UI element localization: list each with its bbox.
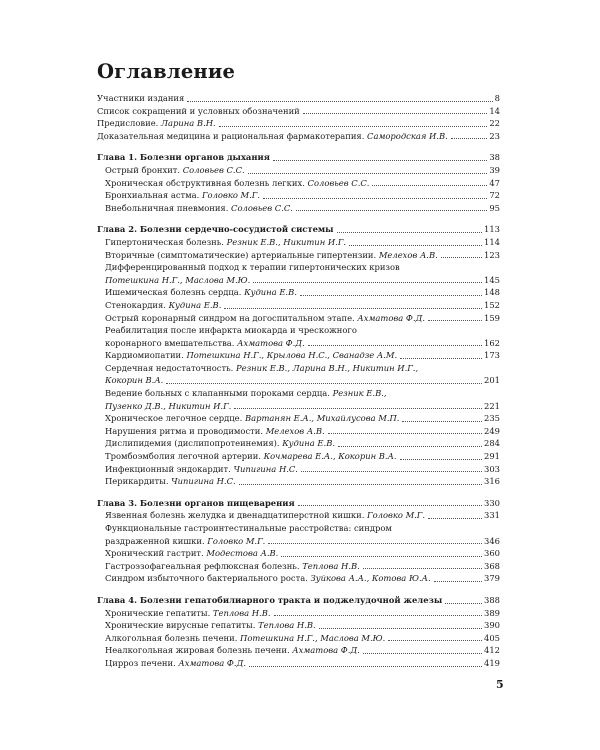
entry-title xyxy=(97,117,216,130)
toc-entry[interactable] xyxy=(97,475,500,488)
dot-leader xyxy=(388,640,482,641)
dot-leader xyxy=(273,160,487,161)
dot-leader xyxy=(239,484,482,485)
entry-text: Участники издания xyxy=(97,93,185,103)
toc-entry[interactable] xyxy=(97,509,500,522)
entry-page: 113 xyxy=(484,224,500,235)
entry-title xyxy=(105,261,400,274)
entry-title xyxy=(105,387,387,400)
entry-text: Глава 3. Болезни органов пищеварения xyxy=(97,497,295,508)
toc-entry[interactable] xyxy=(97,177,500,190)
entry-page: 148 xyxy=(484,287,500,298)
entry-page: 114 xyxy=(484,236,500,247)
dot-leader xyxy=(349,245,482,246)
dot-leader xyxy=(428,518,482,519)
toc-entry[interactable] xyxy=(97,274,500,287)
dot-leader xyxy=(301,471,482,472)
entry-title xyxy=(105,337,305,350)
toc-front-entry[interactable] xyxy=(97,105,500,118)
dot-leader xyxy=(319,628,482,629)
entry-text: Нарушения ритма и проводимости. xyxy=(105,425,266,436)
dot-leader xyxy=(363,653,482,654)
entry-title xyxy=(105,522,392,535)
entry-author: Ларина В.Н. xyxy=(161,118,216,129)
entry-author: Мелехов А.В. xyxy=(378,249,438,260)
entry-title xyxy=(97,151,270,164)
toc-entry[interactable] xyxy=(97,189,500,202)
entry-text: Цирроз печени. xyxy=(105,657,179,668)
dot-leader xyxy=(219,126,488,127)
entry-title xyxy=(97,594,442,607)
entry-author: Теплова Н.В. xyxy=(212,607,271,618)
dot-leader xyxy=(224,308,482,309)
toc-entry[interactable] xyxy=(97,619,500,632)
entry-title xyxy=(97,92,184,105)
entry-text: Хроническая обструктивная болезнь легких. xyxy=(105,177,308,188)
dot-leader xyxy=(296,210,487,211)
entry-title xyxy=(105,400,231,413)
dot-leader xyxy=(263,198,487,199)
entry-text: Хронические гепатиты. xyxy=(105,607,213,618)
toc-entry[interactable] xyxy=(97,202,500,215)
dot-leader xyxy=(303,113,488,114)
entry-title xyxy=(105,412,399,425)
entry-page: 173 xyxy=(484,350,500,361)
toc-entry[interactable] xyxy=(97,657,500,670)
entry-author: Кокорин В.А. xyxy=(105,375,164,386)
entry-title xyxy=(105,607,271,620)
entry-author: Соловьев С.С. xyxy=(307,177,370,188)
entry-author: Мелехов А.В. xyxy=(265,425,325,436)
toc-entry[interactable] xyxy=(97,349,500,362)
entry-title xyxy=(105,274,250,287)
entry-page: 303 xyxy=(484,463,500,474)
entry-title xyxy=(97,497,295,510)
entry-text: Острый коронарный синдром на догоспитальном этапе. xyxy=(105,312,358,323)
entry-text: коронарного вмешательства. xyxy=(105,337,238,348)
entry-title xyxy=(97,223,334,236)
entry-title xyxy=(105,450,397,463)
toc-entry[interactable] xyxy=(97,236,500,249)
entry-page: 152 xyxy=(484,299,500,310)
entry-page: 201 xyxy=(484,375,500,386)
entry-author: Ахматова Ф.Д. xyxy=(237,337,305,348)
entry-title xyxy=(105,463,298,476)
entry-author: Ахматова Ф.Д. xyxy=(178,657,247,668)
toc-entry[interactable] xyxy=(97,450,500,463)
entry-text: Дифференцированный подход к терапии гипертонических кризов xyxy=(105,262,400,273)
section-gap xyxy=(97,488,500,497)
toc-entry[interactable] xyxy=(97,387,500,400)
entry-text: Список сокращений и условных обозначений xyxy=(97,105,300,116)
entry-author: Резник Е.В., Никитин И.Г. xyxy=(226,236,347,247)
entry-title xyxy=(105,657,246,670)
dot-leader xyxy=(300,295,482,296)
entry-page: 159 xyxy=(484,312,500,323)
entry-author: Ахматова Ф.Д. xyxy=(292,645,360,656)
dot-leader xyxy=(428,320,482,321)
entry-author: Пузенко Д.В., Никитин И.Г. xyxy=(105,400,232,411)
entry-title xyxy=(105,299,221,312)
entry-text: Синдром избыточного бактериального роста. xyxy=(105,573,311,584)
entry-author: Самородская И.В. xyxy=(367,130,448,141)
entry-page: 419 xyxy=(484,657,500,668)
toc-entry[interactable] xyxy=(97,572,500,585)
entry-text: Стенокардия. xyxy=(105,299,169,310)
entry-title xyxy=(97,105,300,118)
entry-title xyxy=(105,189,260,202)
entry-title xyxy=(105,619,316,632)
toc-entry[interactable] xyxy=(97,412,500,425)
entry-page: 72 xyxy=(489,190,500,201)
entry-text: Острый бронхит. xyxy=(105,164,183,175)
entry-author: Потешкина Н.Г., Крылова Н.С., Сванадзе А.М. xyxy=(186,350,398,361)
entry-text: Доказательная медицина и рациональная фармакотерапия. xyxy=(97,130,368,141)
entry-author: Теплова Н.В. xyxy=(302,560,360,571)
entry-title xyxy=(105,560,360,573)
entry-text: Хроническое легочное сердце. xyxy=(105,413,245,424)
toc-chapter-heading[interactable] xyxy=(97,151,500,164)
entry-text: Бронхиальная астма. xyxy=(105,190,202,201)
entry-text: раздраженной кишки. xyxy=(105,535,208,546)
entry-title xyxy=(105,236,346,249)
toc-entry[interactable] xyxy=(97,337,500,350)
dot-leader xyxy=(268,543,482,544)
dot-leader xyxy=(166,383,482,384)
table-of-contents xyxy=(97,92,500,670)
entry-text: Гастроэзофагеальная рефлюксная болезнь. xyxy=(105,560,303,571)
entry-title xyxy=(105,177,369,190)
dot-leader xyxy=(234,408,482,409)
entry-page: 379 xyxy=(484,573,500,584)
dot-leader xyxy=(328,433,482,434)
entry-title xyxy=(105,374,163,387)
entry-author: Соловьев С.С. xyxy=(182,164,245,175)
entry-page: 14 xyxy=(489,105,500,116)
dot-leader xyxy=(363,568,482,569)
entry-author: Чипигина Н.С. xyxy=(171,476,236,487)
toc-entry[interactable] xyxy=(97,644,500,657)
entry-page: 412 xyxy=(484,645,500,656)
entry-text: Перикардиты. xyxy=(105,476,172,487)
entry-text: Тромбоэмболия легочной артерии. xyxy=(105,451,264,462)
entry-title xyxy=(105,349,397,362)
entry-text: Неалкогольная жировая болезнь печени. xyxy=(105,645,293,656)
toc-entry[interactable] xyxy=(97,324,500,337)
entry-author: Головко М.Г. xyxy=(202,190,260,201)
dot-leader xyxy=(249,666,482,667)
entry-title xyxy=(105,164,245,177)
entry-author: Резник Е.В., xyxy=(332,388,387,399)
dot-leader xyxy=(400,459,482,460)
entry-text: Дислипидемия (дислипопротеинемия). xyxy=(105,438,283,449)
toc-entry[interactable] xyxy=(97,312,500,325)
dot-leader xyxy=(441,257,482,258)
entry-page: 235 xyxy=(484,413,500,424)
dot-leader xyxy=(400,358,482,359)
entry-page: 316 xyxy=(484,476,500,487)
entry-text: Реабилитация после инфаркта миокарда и чрескожного xyxy=(105,325,357,336)
toc-entry[interactable] xyxy=(97,632,500,645)
entry-title xyxy=(105,312,425,325)
entry-author: Резник Е.В., Ларина В.Н., Никитин И.Г., xyxy=(236,362,419,373)
toc-chapter-heading[interactable] xyxy=(97,497,500,510)
entry-page: 360 xyxy=(484,548,500,559)
entry-text: Язвенная болезнь желудка и двенадцатиперстной кишки. xyxy=(105,510,368,521)
entry-page: 38 xyxy=(489,152,500,163)
toc-entry[interactable] xyxy=(97,164,500,177)
entry-author: Зуйкова А.А., Котова Ю.А. xyxy=(310,573,431,584)
entry-title xyxy=(105,535,265,548)
entry-text: Внебольничная пневмония. xyxy=(105,202,232,213)
toc-chapter-heading[interactable] xyxy=(97,594,500,607)
section-gap xyxy=(97,214,500,223)
entry-page: 47 xyxy=(489,177,500,188)
entry-text: Хронические вирусные гепатиты. xyxy=(105,620,259,631)
toc-entry[interactable] xyxy=(97,437,500,450)
entry-text: Сердечная недостаточность. xyxy=(105,362,236,373)
entry-author: Чипигина Н.С. xyxy=(233,463,298,474)
entry-text: Вторичные (симптоматические) артериальные гипертензии. xyxy=(105,249,379,260)
entry-page: 145 xyxy=(484,274,500,285)
entry-text: Инфекционный эндокардит. xyxy=(105,463,234,474)
dot-leader xyxy=(338,446,482,447)
entry-author: Потешкина Н.Г., Маслова М.Ю. xyxy=(240,632,386,643)
dot-leader xyxy=(451,138,488,139)
entry-text: Алкогольная болезнь печени. xyxy=(105,632,241,643)
entry-title xyxy=(105,509,425,522)
entry-text: Функциональные гастроинтестинальные расстройства: синдром xyxy=(105,523,392,533)
entry-page: 162 xyxy=(484,337,500,348)
entry-title xyxy=(105,425,325,438)
entry-page: 405 xyxy=(484,632,500,643)
toc-entry[interactable] xyxy=(97,522,500,535)
entry-author: Кочмарева Е.А., Кокорин В.А. xyxy=(263,451,397,462)
entry-page: 23 xyxy=(489,130,500,141)
entry-text: Ведение больных с клапанными пороками сердца. xyxy=(105,388,333,399)
entry-author: Модестова А.В. xyxy=(206,548,279,559)
toc-entry[interactable] xyxy=(97,463,500,476)
dot-leader xyxy=(402,421,482,422)
entry-title xyxy=(97,130,448,143)
dot-leader xyxy=(445,603,482,604)
entry-title xyxy=(105,572,431,585)
entry-page: 388 xyxy=(484,594,500,605)
entry-page: 390 xyxy=(484,620,500,631)
entry-author: Вартанян Е.А., Михайлусова М.П. xyxy=(244,413,400,424)
entry-author: Головко М.Г. xyxy=(367,510,426,521)
section-gap xyxy=(97,142,500,151)
entry-page: 389 xyxy=(484,607,500,618)
entry-author: Головко М.Г. xyxy=(207,535,266,546)
dot-leader xyxy=(308,345,482,346)
entry-page: 249 xyxy=(484,425,500,436)
entry-page: 368 xyxy=(484,560,500,571)
entry-page: 8 xyxy=(494,93,500,103)
toc-entry[interactable] xyxy=(97,299,500,312)
entry-text: Хронический гастрит. xyxy=(105,548,207,559)
dot-leader xyxy=(187,101,492,102)
page-title: Оглавление xyxy=(97,60,236,83)
entry-page: 291 xyxy=(484,451,500,462)
entry-page: 284 xyxy=(484,438,500,449)
entry-title xyxy=(105,362,418,375)
section-gap xyxy=(97,585,500,594)
entry-page: 331 xyxy=(484,510,500,521)
dot-leader xyxy=(248,173,488,174)
entry-title xyxy=(105,202,293,215)
entry-text: Гипертоническая болезнь. xyxy=(105,236,227,247)
toc-entry[interactable] xyxy=(97,249,500,262)
toc-entry[interactable] xyxy=(97,374,500,387)
entry-text: Ишемическая болезнь сердца. xyxy=(105,287,245,298)
page-number: 5 xyxy=(496,678,504,691)
entry-text: Кардиомиопатии. xyxy=(105,350,187,361)
entry-page: 95 xyxy=(489,202,500,213)
toc-front-entry[interactable] xyxy=(97,117,500,130)
entry-author: Кудина Е.В. xyxy=(282,438,336,449)
toc-chapter-heading[interactable] xyxy=(97,223,500,236)
entry-text: Глава 4. Болезни гепатобилиарного тракта и поджелудочной железы xyxy=(97,594,443,605)
entry-author: Кудина Е.В. xyxy=(168,299,222,310)
entry-title xyxy=(105,437,335,450)
toc-entry[interactable] xyxy=(97,400,500,413)
toc-entry[interactable] xyxy=(97,286,500,299)
entry-title xyxy=(105,644,360,657)
entry-author: Соловьев С.С. xyxy=(231,202,293,213)
entry-author: Потешкина Н.Г., Маслова М.Ю. xyxy=(105,274,251,285)
entry-title xyxy=(105,632,385,645)
entry-title xyxy=(105,475,236,488)
toc-entry[interactable] xyxy=(97,261,500,274)
entry-page: 221 xyxy=(484,400,500,411)
entry-page: 330 xyxy=(484,497,500,508)
entry-text: Глава 1. Болезни органов дыхания xyxy=(97,152,270,163)
entry-text: Глава 2. Болезни сердечно-сосудистой системы xyxy=(97,224,334,235)
toc-entry[interactable] xyxy=(97,560,500,573)
entry-page: 39 xyxy=(489,164,500,175)
dot-leader xyxy=(337,232,482,233)
dot-leader xyxy=(281,556,482,557)
dot-leader xyxy=(298,505,482,506)
toc-entry[interactable] xyxy=(97,547,500,560)
entry-page: 123 xyxy=(484,249,500,260)
entry-author: Кудина Е.В. xyxy=(244,287,297,298)
entry-author: Теплова Н.В. xyxy=(258,620,316,631)
entry-title xyxy=(105,249,438,262)
entry-title xyxy=(105,547,278,560)
entry-page: 22 xyxy=(489,118,500,129)
entry-title xyxy=(105,286,297,299)
toc-entry[interactable] xyxy=(97,362,500,375)
dot-leader xyxy=(274,615,482,616)
entry-page: 346 xyxy=(484,535,500,546)
dot-leader xyxy=(372,185,487,186)
entry-text: Предисловие. xyxy=(97,118,161,129)
toc-entry[interactable] xyxy=(97,607,500,620)
toc-entry[interactable] xyxy=(97,425,500,438)
toc-entry[interactable] xyxy=(97,535,500,548)
dot-leader xyxy=(253,282,482,283)
toc-front-entry[interactable] xyxy=(97,130,500,143)
dot-leader xyxy=(434,581,482,582)
entry-author: Ахматова Ф.Д. xyxy=(357,312,425,323)
toc-front-entry[interactable] xyxy=(97,92,500,105)
entry-title xyxy=(105,324,357,337)
